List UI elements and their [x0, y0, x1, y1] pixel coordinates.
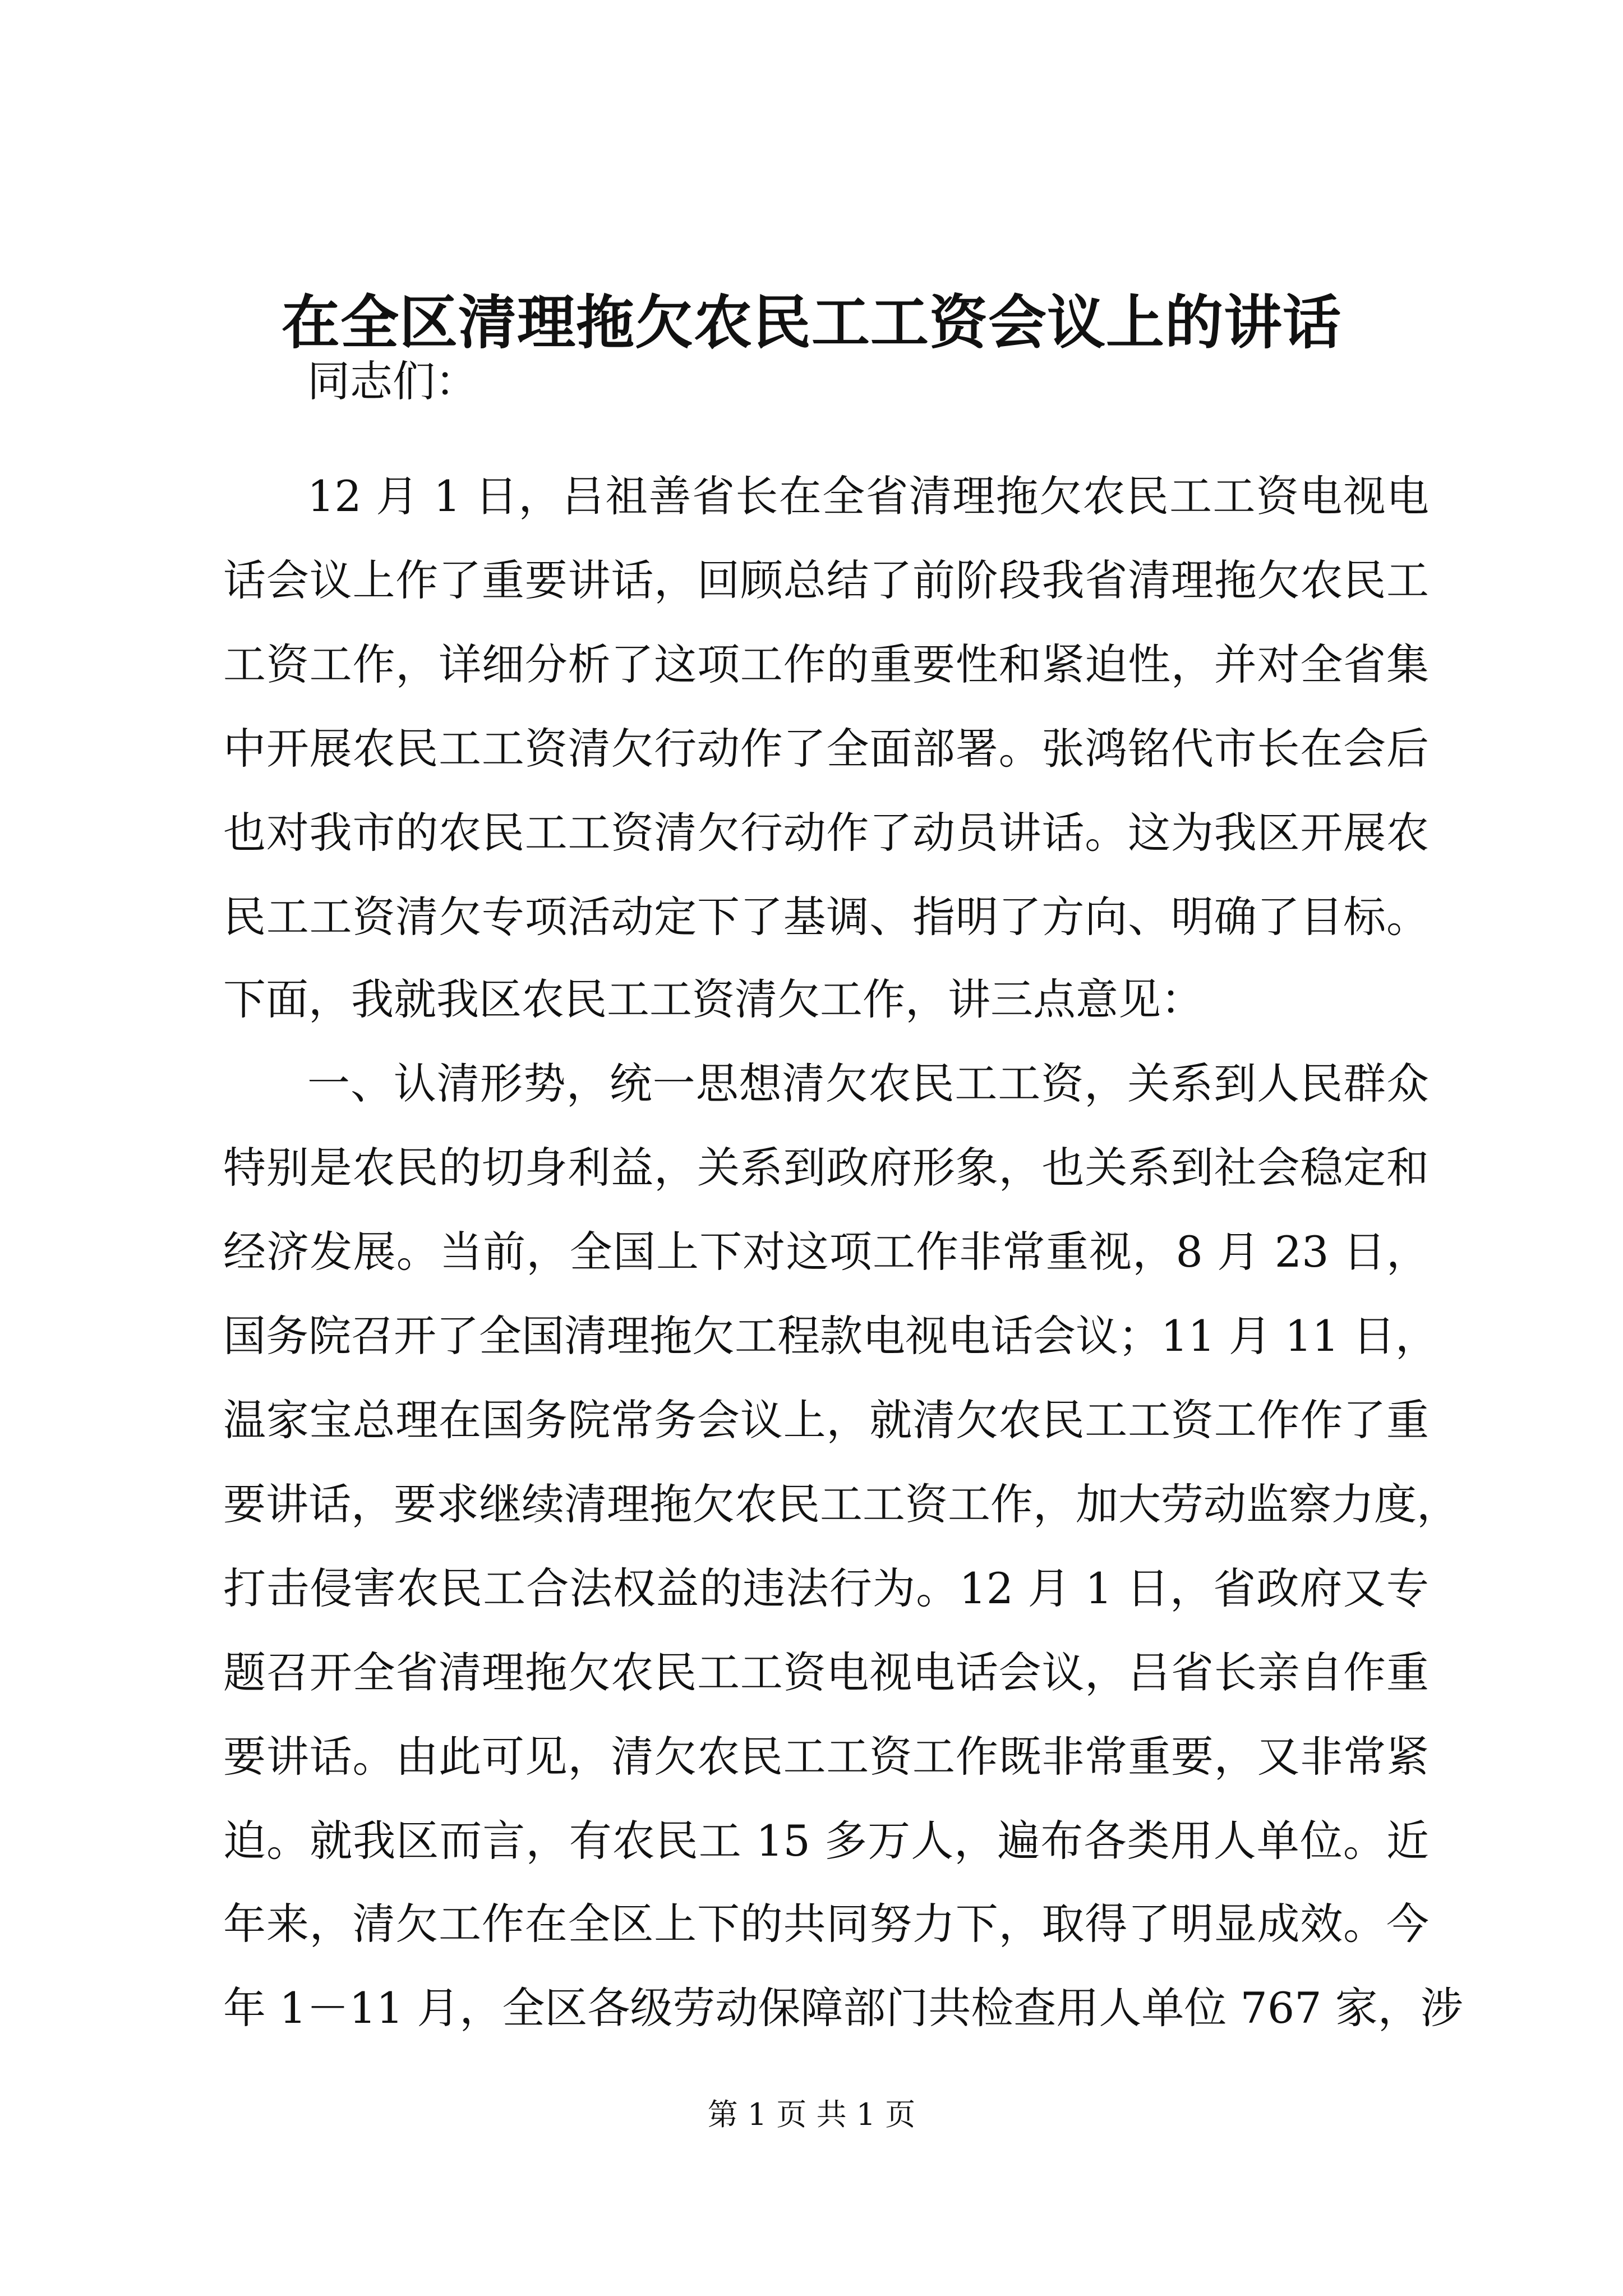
- paragraph-line: 国务院召开了全国清理拖欠工程款电视电话会议；11 月 11 日，: [223, 1311, 1438, 1361]
- salutation: 同志们：: [307, 356, 478, 406]
- paragraph-line: 也对我市的农民工工资清欠行动作了动员讲话。这为我区开展农: [223, 808, 1429, 858]
- paragraph-line: 题召开全省清理拖欠农民工工资电视电话会议，吕省长亲自作重: [223, 1648, 1429, 1697]
- paragraph-line: 民工工资清欠专项活动定下了基调、指明了方向、明确了目标。: [223, 892, 1429, 942]
- paragraph-line: 下面，我就我区农民工工资清欠工作，讲三点意见：: [223, 974, 1204, 1024]
- paragraph-line: 经济发展。当前，全国上下对这项工作非常重视，8 月 23 日，: [223, 1227, 1429, 1277]
- paragraph-line: 迫。就我区而言，有农民工 15 多万人，遍布各类用人单位。近: [223, 1816, 1429, 1866]
- paragraph-line: 年来，清欠工作在全区上下的共同努力下，取得了明显成效。今: [223, 1899, 1429, 1949]
- paragraph-line: 12 月 1 日，吕祖善省长在全省清理拖欠农民工工资电视电: [307, 471, 1429, 521]
- paragraph-line: 话会议上作了重要讲话，回顾总结了前阶段我省清理拖欠农民工: [223, 555, 1429, 605]
- page-number-footer: 第 1 页 共 1 页: [707, 2097, 916, 2132]
- paragraph-line: 一、认清形势，统一思想清欠农民工工资，关系到人民群众: [307, 1059, 1429, 1108]
- paragraph-line: 年 1－11 月，全区各级劳动保障部门共检查用人单位 767 家，涉: [223, 1983, 1463, 2033]
- paragraph-line: 要讲话，要求继续清理拖欠农民工工资工作，加大劳动监察力度，: [223, 1479, 1459, 1529]
- paragraph-line: 温家宝总理在国务院常务会议上，就清欠农民工工资工作作了重: [223, 1395, 1429, 1445]
- paragraph-line: 要讲话。由此可见，清欠农民工工资工作既非常重要，又非常紧: [223, 1732, 1429, 1782]
- document-title: 在全区清理拖欠农民工工资会议上的讲话: [281, 288, 1341, 357]
- paragraph-line: 工资工作，详细分析了这项工作的重要性和紧迫性，并对全省集: [223, 639, 1429, 689]
- paragraph-line: 中开展农民工工资清欠行动作了全面部署。张鸿铭代市长在会后: [223, 724, 1429, 774]
- paragraph-line: 特别是农民的切身利益，关系到政府形象，也关系到社会稳定和: [223, 1143, 1429, 1193]
- paragraph-line: 打击侵害农民工合法权益的违法行为。12 月 1 日，省政府又专: [223, 1563, 1429, 1613]
